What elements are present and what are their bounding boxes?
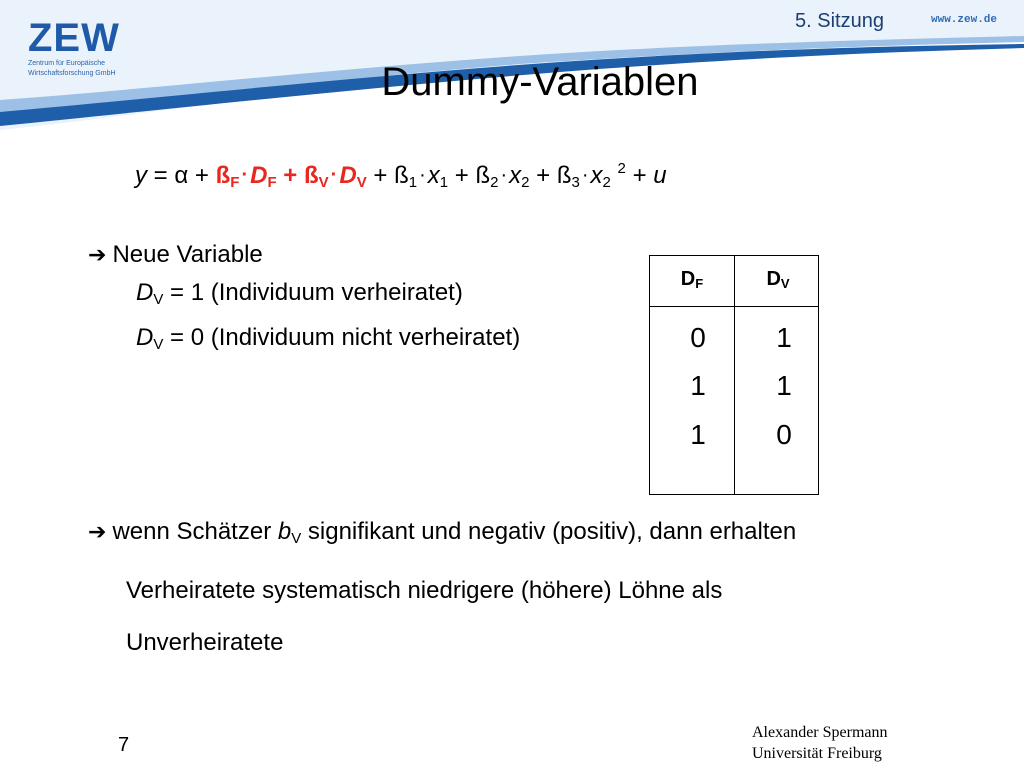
table-cell: 0: [776, 419, 792, 450]
table-cell: 1: [776, 370, 792, 401]
regression-formula: $y = \alpha + ß_F \cdot D_F$ + $ß_V \cdot D_V$ + $ß_1 \cdot x_1$ + $ß_2 \cdot x_2$ + $ß_3 \cdot x_2$ $^2$ + u: [135, 160, 667, 191]
bullet-interpretation: ➔ wenn Schätzer $b_V$ signifikant und negativ (positiv), dann erhalten Verheiratete systematisch niedrigere (höhere) Löhne als Unverheiratete: [88, 506, 988, 669]
definition-not-married: $D_V = 0$ (Individuum nicht verheiratet): [136, 324, 521, 353]
right-arrow-icon: ➔: [88, 242, 107, 267]
logo-subtitle-line1: Zentrum für Europäische: [28, 60, 106, 67]
author-block: [752, 722, 888, 764]
logo-subtitle-line2: Wirtschaftsforschung GmbH: [28, 70, 116, 77]
table-cell: 1: [690, 419, 706, 450]
bullet-text: Neue Variable: [112, 241, 263, 268]
table-cell: 1: [690, 370, 706, 401]
table-cell: 0: [690, 322, 706, 353]
bullet-continuation: Verheiratete systematisch niedrigere (höhere) Löhne als: [126, 577, 723, 604]
logo-word: ZEW: [28, 16, 120, 60]
table-cell: 1: [776, 322, 792, 353]
slide-title: Dummy-Variablen: [381, 60, 699, 104]
right-arrow-icon: ➔: [88, 519, 107, 544]
website-url: www.zew.de: [931, 14, 998, 26]
author-institution: Universität Freiburg: [752, 745, 882, 762]
table-header-df: $D_F$: [680, 268, 704, 291]
author-name: Alexander Spermann: [752, 724, 888, 741]
table-header-dv: $D_V$: [766, 268, 790, 291]
page-number: 7: [118, 734, 130, 756]
session-label: 5. Sitzung: [795, 10, 884, 32]
dummy-table: [649, 255, 819, 495]
bullet-continuation: Unverheiratete: [126, 629, 284, 656]
definition-married: $D_V = 1$ (Individuum verheiratet): [136, 279, 463, 308]
bullet-new-variable: [88, 236, 520, 364]
